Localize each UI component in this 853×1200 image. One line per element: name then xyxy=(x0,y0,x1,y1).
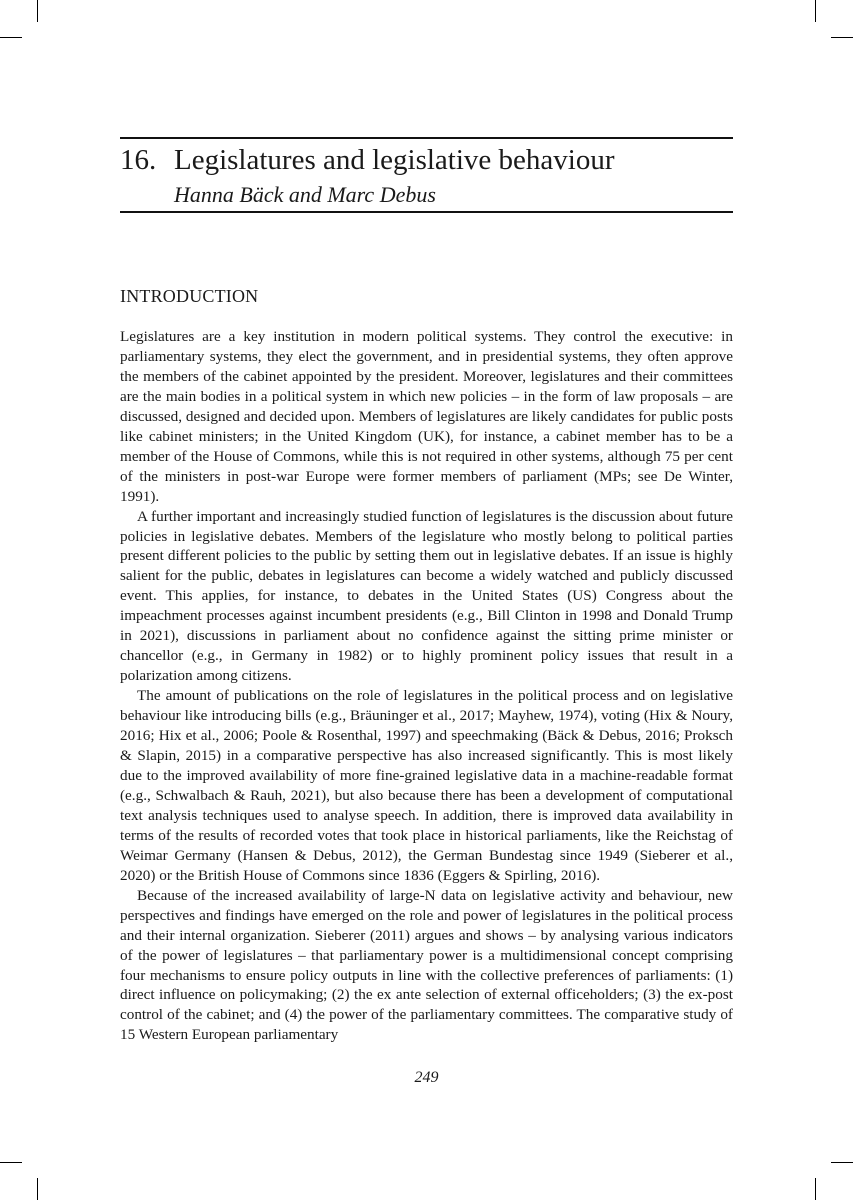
page-number: 249 xyxy=(414,1069,439,1086)
crop-mark xyxy=(37,0,38,22)
crop-mark xyxy=(831,1162,853,1163)
paragraph: Legislatures are a key institution in modern political systems. They control the executive: in parliamentary systems, they elect the government, and in presidential systems, they often approve the members of the cabinet appointed by the president. Moreover, legislatures and their committees are the main bodies in a political system in which new policies – in the form of law proposals – are discussed, designed and decided upon. Members of legislatures are likely candidates for public posts like cabinet ministers; in the United Kingdom (UK), for instance, a cabinet member has to be a member of the House of Commons, while this is not required in other systems, although 75 per cent of the ministers in post-war Europe were former members of parliament (MPs; see De Winter, 1991). xyxy=(120,328,733,505)
crop-mark xyxy=(0,37,22,38)
chapter-title-text: Legislatures and legislative behaviour xyxy=(174,144,615,176)
paragraph: The amount of publications on the role of legislatures in the political process and on legislative behaviour like introducing bills (e.g., Bräuninger et al., 2017; Mayhew, 1974), voting (Hix & Noury, 2016; Hix et al., 2006; Poole & Rosenthal, 1997) and speechmaking (Bäck & Debus, 2016; Proksch & Slapin, 2015) in a comparative perspective has also increased significantly. This is most likely due to the improved availability of more fine-grained legislative data in a machine-readable format (e.g., Schwalbach & Rauh, 2021), but also because there has been a development of computational text analysis techniques used to analyse speech. In addition, there is improved data availability in terms of the results of recorded votes that took place in historical parliaments, like the Reichstag of Weimar Germany (Hansen & Debus, 2012), the German Bundestag since 1949 (Sieberer et al., 2020) or the British House of Commons since 1836 (Eggers & Spirling, 2016). xyxy=(120,687,733,884)
body-text xyxy=(120,327,733,1045)
chapter-title xyxy=(120,141,733,179)
crop-mark xyxy=(815,1178,816,1200)
section-heading: INTRODUCTION xyxy=(120,286,259,306)
paragraph: A further important and increasingly studied function of legislatures is the discussion about future policies in legislative debates. Members of the legislature who mostly belong to political parties present different policies to the public by setting them out in legislative debates. If an issue is highly salient for the public, debates in legislatures can become a widely watched and publicly discussed event. This applies, for instance, to debates in the United States (US) Congress about the impeachment processes against incumbent presidents (e.g., Bill Clinton in 1998 and Donald Trump in 2021), discussions in parliament about no confidence against the sitting prime minister or chancellor (e.g., in Germany in 1982) or to highly prominent policy issues that result in a polarization among citizens. xyxy=(120,507,733,685)
crop-mark xyxy=(37,1178,38,1200)
crop-mark xyxy=(831,37,853,38)
chapter-number: 16. xyxy=(120,144,157,176)
paragraph: Because of the increased availability of large-N data on legislative activity and behaviour, new perspectives and findings have emerged on the role and power of legislatures in the political process and their internal organization. Sieberer (2011) argues and shows – by analysing various indicators of the power of legislatures – that parliamentary power is a multidimensional concept comprising four mechanisms to ensure policy outputs in line with the collective preferences of parliaments: (1) direct influence on policymaking; (2) the ex ante selection of external officeholders; (3) the ex-post control of the cabinet; and (4) the power of the parliamentary committees. The comparative study of 15 Western European parliamentary xyxy=(120,886,733,1044)
chapter-authors: Hanna Bäck and Marc Debus xyxy=(174,182,436,207)
crop-mark xyxy=(0,1162,22,1163)
title-top-rule xyxy=(120,137,733,139)
crop-mark xyxy=(815,0,816,22)
title-bottom-rule xyxy=(120,211,733,213)
